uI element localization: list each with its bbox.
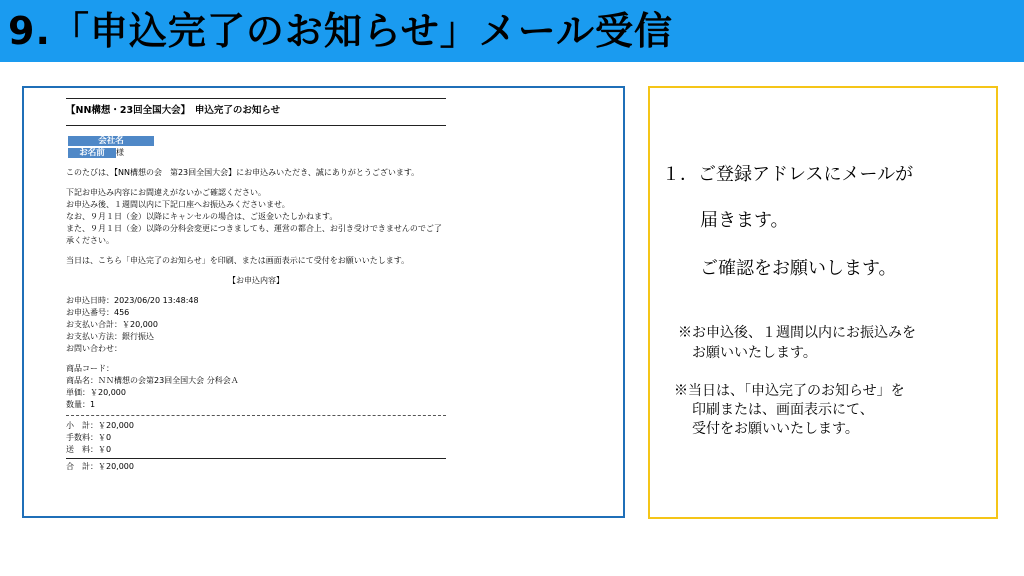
recipient-name-row — [66, 147, 446, 159]
note-line: お申込み後、１週間以内に下記口座へお振込みくださいませ。 — [66, 200, 290, 209]
remark-line: ※お申込後、１週間以内にお振込みを — [678, 325, 916, 341]
note-line: なお、９月１日（金）以降にキャンセルの場合は、ご返金いたしかねます。 — [66, 212, 338, 221]
instruction-line: １．ご登録アドレスにメールが — [662, 164, 914, 185]
section-heading: 【お申込内容】 — [228, 276, 284, 285]
remark-line: ※当日は、「申込完了のお知らせ」を — [674, 383, 905, 399]
divider — [66, 98, 446, 99]
remark-line: 印刷または、画面表示にて、 — [692, 402, 874, 418]
day-of-text: 当日は、こちら「申込完了のお知らせ」を印刷、または画面表示にて受付をお願いいたします。 — [66, 256, 410, 265]
recipient-name-field: お名前 — [68, 148, 116, 158]
order-line: お問い合わせ： — [66, 344, 122, 353]
remark-line: お願いいたします。 — [692, 345, 817, 361]
total-line: 小 計：￥20,000 — [66, 421, 134, 430]
order-line: お支払い合計：￥20,000 — [66, 320, 158, 329]
instructions-panel — [648, 86, 998, 519]
divider — [66, 415, 446, 416]
email-body — [66, 96, 446, 473]
title-banner — [0, 0, 1024, 62]
divider — [66, 125, 446, 126]
instruction-line: ご確認をお願いします。 — [700, 258, 897, 279]
product-line: 商品コード： — [66, 364, 114, 373]
note-line: 承ください。 — [66, 236, 114, 245]
product-line: 単価：￥20,000 — [66, 388, 126, 397]
page-title: 9.「申込完了のお知らせ」メール受信 — [8, 9, 673, 53]
order-line: お申込番号：456 — [66, 308, 130, 317]
thanks-text: このたびは、【NN構想の会 第23回全国大会】にお申込みいただき、誠にありがとうございます。 — [66, 168, 420, 177]
total-line: 送 料：￥0 — [66, 445, 112, 454]
total-line: 手数料：￥0 — [66, 433, 112, 442]
note-line: 下記お申込み内容にお間違えがないかご確認ください。 — [66, 188, 266, 197]
honorific: 様 — [116, 148, 124, 157]
company-name-field: 会社名 — [68, 136, 154, 146]
note-line: また、９月１日（金）以降の分科会変更につきましても、運営の都合上、お引き受けできませんのでご了 — [66, 224, 442, 233]
divider — [66, 458, 446, 459]
instruction-line: 届きます。 — [700, 210, 789, 231]
email-subject: 【NN構想・23回全国大会】 申込完了のお知らせ — [66, 105, 281, 116]
order-line: お支払い方法：銀行振込 — [66, 332, 154, 341]
grand-total: 合 計：￥20,000 — [66, 462, 134, 471]
order-line: お申込日時：2023/06/20 13:48:48 — [66, 296, 199, 305]
email-preview — [22, 86, 625, 518]
remark-line: 受付をお願いいたします。 — [692, 421, 859, 437]
product-line: 数量：1 — [66, 400, 96, 409]
product-line: 商品名：ＮＮ構想の会第23回全国大会 分科会Ａ — [66, 376, 239, 385]
